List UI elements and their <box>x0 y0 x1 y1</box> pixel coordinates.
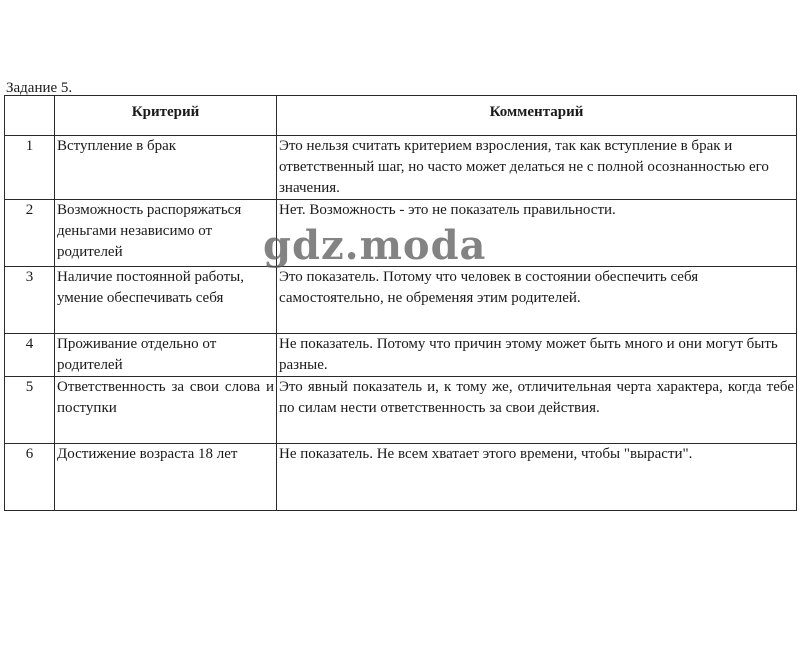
table-row <box>5 377 797 444</box>
criterion-cell: Достижение возраста 18 лет <box>55 444 277 511</box>
row-number: 3 <box>5 267 55 334</box>
row-number: 2 <box>5 200 55 267</box>
comment-cell: Это нельзя считать критерием взросления, так как вступление в брак и ответственный шаг, но часто может делаться не с полной осознанностью его значения. <box>277 136 797 200</box>
table-row <box>5 267 797 334</box>
row-number: 4 <box>5 334 55 377</box>
comment-cell: Это явный показатель и, к тому же, отличительная черта характера, когда тебе по силам нести ответственность за свои действия. <box>277 377 797 444</box>
row-number: 5 <box>5 377 55 444</box>
criteria-table <box>4 95 797 511</box>
criterion-cell: Ответственность за свои слова и поступки <box>55 377 277 444</box>
comment-cell: Нет. Возможность - это не показатель правильности. <box>277 200 797 267</box>
header-comment: Комментарий <box>277 96 797 136</box>
row-number: 6 <box>5 444 55 511</box>
table-row <box>5 444 797 511</box>
header-criterion: Критерий <box>55 96 277 136</box>
comment-cell: Это показатель. Потому что человек в состоянии обеспечить себя самостоятельно, не обременяя этим родителей. <box>277 267 797 334</box>
row-number: 1 <box>5 136 55 200</box>
comment-cell: Не показатель. Не всем хватает этого времени, чтобы "вырасти". <box>277 444 797 511</box>
task-title: Задание 5. <box>6 80 73 96</box>
table-row <box>5 136 797 200</box>
watermark: gdz.moda <box>263 222 487 269</box>
comment-cell: Не показатель. Потому что причин этому может быть много и они могут быть разные. <box>277 334 797 377</box>
criterion-cell: Возможность распоряжаться деньгами независимо от родителей <box>55 200 277 267</box>
table-header-row <box>5 96 797 136</box>
header-number <box>5 96 55 136</box>
criterion-cell: Проживание отдельно от родителей <box>55 334 277 377</box>
table-row <box>5 200 797 267</box>
criterion-cell: Наличие постоянной работы, умение обеспечивать себя <box>55 267 277 334</box>
table-row <box>5 334 797 377</box>
criterion-cell: Вступление в брак <box>55 136 277 200</box>
